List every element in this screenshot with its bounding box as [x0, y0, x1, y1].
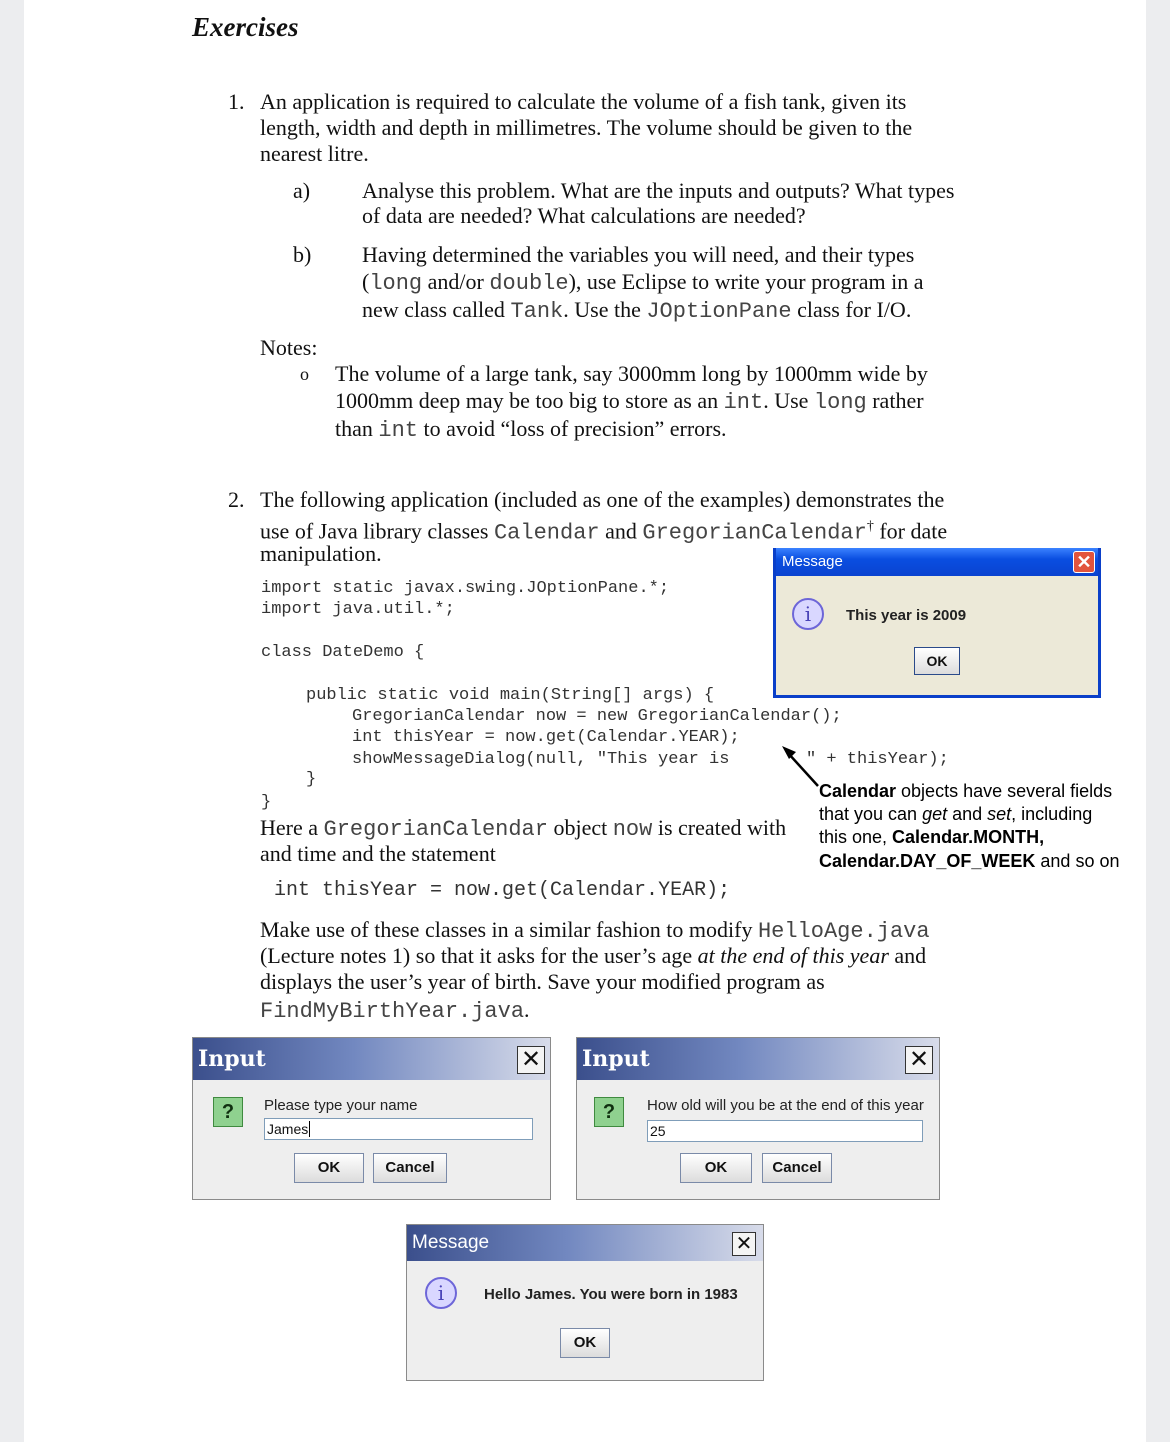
annotation-line2: that you can get and set, including — [819, 804, 1093, 824]
close-icon[interactable]: ✕ — [1073, 551, 1095, 573]
ok-button[interactable]: OK — [294, 1153, 364, 1183]
code-line: } — [261, 793, 272, 812]
input-dialog-age — [576, 1037, 940, 1200]
make-line2: (Lecture notes 1) so that it asks for the user’s age at the end of this year and — [260, 943, 927, 968]
q2-text-line1: The following application (included as one of the examples) demonstrates the — [260, 487, 945, 512]
message-dialog-born — [406, 1224, 764, 1381]
here-line1: Here a GregorianCalendar object now is created with — [260, 815, 787, 842]
ok-button[interactable]: OK — [914, 647, 960, 675]
note-line2: 1000mm deep may be too big to store as an int. Use long rather — [335, 388, 924, 415]
notes-bullet: o — [300, 364, 309, 384]
make-line4: FindMyBirthYear.java. — [260, 997, 530, 1024]
question-icon: ? — [213, 1097, 243, 1127]
code-line: GregorianCalendar now = new GregorianCalendar(); — [352, 707, 842, 726]
age-input[interactable]: 25 — [647, 1120, 923, 1142]
annotation-line1: Calendar objects have several fields — [819, 781, 1113, 801]
make-line1: Make use of these classes in a similar fashion to modify HelloAge.java — [260, 917, 930, 944]
message-dialog-year — [773, 548, 1101, 698]
code-line: " + thisYear); — [806, 750, 949, 769]
input-dialog-name — [192, 1037, 551, 1200]
page-title: Exercises — [192, 12, 299, 42]
dialog-title: Message — [412, 1232, 490, 1253]
dialog-title-bar[interactable] — [193, 1038, 550, 1080]
code-line: public static void main(String[] args) { — [306, 686, 715, 705]
close-icon[interactable]: ✕ — [732, 1232, 756, 1256]
q2-text-line3: manipulation. — [260, 541, 382, 566]
code-line: import java.util.*; — [261, 600, 455, 619]
dialog-title: Input — [198, 1046, 266, 1072]
dialog-title: Input — [582, 1046, 650, 1072]
name-input[interactable]: James — [264, 1118, 533, 1140]
q2-number: 2. — [228, 487, 245, 512]
question-icon: ? — [594, 1097, 624, 1127]
code-line: int thisYear = now.get(Calendar.YEAR); — [352, 728, 740, 747]
q1a-label: a) — [293, 178, 311, 203]
info-icon: i — [792, 598, 824, 630]
q1a-line1: Analyse this problem. What are the inputs and outputs? What types — [362, 178, 955, 203]
code-line: } — [306, 770, 317, 789]
code-line: showMessageDialog(null, "This year is — [352, 750, 730, 769]
note-line1: The volume of a large tank, say 3000mm long by 1000mm wide by — [335, 361, 928, 386]
cancel-button[interactable]: Cancel — [373, 1153, 447, 1183]
notes-label: Notes: — [260, 335, 318, 360]
ok-button[interactable]: OK — [560, 1328, 610, 1358]
dialog-title-bar[interactable] — [776, 548, 1098, 576]
dialog-message: Hello James. You were born in 1983 — [484, 1286, 738, 1303]
close-icon[interactable]: ✕ — [517, 1046, 545, 1074]
q1b-label: b) — [293, 242, 312, 267]
close-icon[interactable]: ✕ — [905, 1046, 933, 1074]
q1-text-line1: An application is required to calculate the volume of a fish tank, given its — [260, 89, 907, 114]
note-line3: than int to avoid “loss of precision” errors. — [335, 416, 727, 443]
dialog-message: This year is 2009 — [846, 607, 967, 624]
make-line3: displays the user’s year of birth. Save your modified program as — [260, 969, 825, 994]
q1b-line2: (long and/or double), use Eclipse to write your program in a — [362, 269, 924, 296]
q2-text-line2: use of Java library classes Calendar and GregorianCalendar† for date — [260, 518, 948, 546]
q1-number: 1. — [228, 89, 245, 114]
cancel-button[interactable]: Cancel — [762, 1153, 832, 1183]
dialog-prompt: How old will you be at the end of this year — [647, 1097, 924, 1114]
q1b-line3: new class called Tank. Use the JOptionPane class for I/O. — [362, 297, 912, 324]
q1-text-line3: nearest litre. — [260, 141, 369, 166]
q1a-line2: of data are needed? What calculations are needed? — [362, 203, 806, 228]
dialog-title-bar[interactable] — [577, 1038, 939, 1080]
code-line: import static javax.swing.JOptionPane.*; — [261, 579, 670, 598]
q1b-line1: Having determined the variables you will need, and their types — [362, 242, 915, 267]
annotation-line3: this one, Calendar.MONTH, — [819, 827, 1045, 847]
info-icon: i — [425, 1277, 457, 1309]
dialog-title-bar[interactable] — [407, 1225, 763, 1261]
code-line: class DateDemo { — [261, 643, 425, 662]
q1-text-line2: length, width and depth in millimetres. The volume should be given to the — [260, 115, 913, 140]
annotation-line4: Calendar.DAY_OF_WEEK and so on — [819, 851, 1120, 871]
dialog-title: Message — [782, 553, 843, 570]
here-line2: and time and the statement — [260, 841, 496, 866]
dialog-prompt: Please type your name — [264, 1097, 418, 1114]
ok-button[interactable]: OK — [680, 1153, 752, 1183]
statement-code: int thisYear = now.get(Calendar.YEAR); — [274, 879, 731, 902]
